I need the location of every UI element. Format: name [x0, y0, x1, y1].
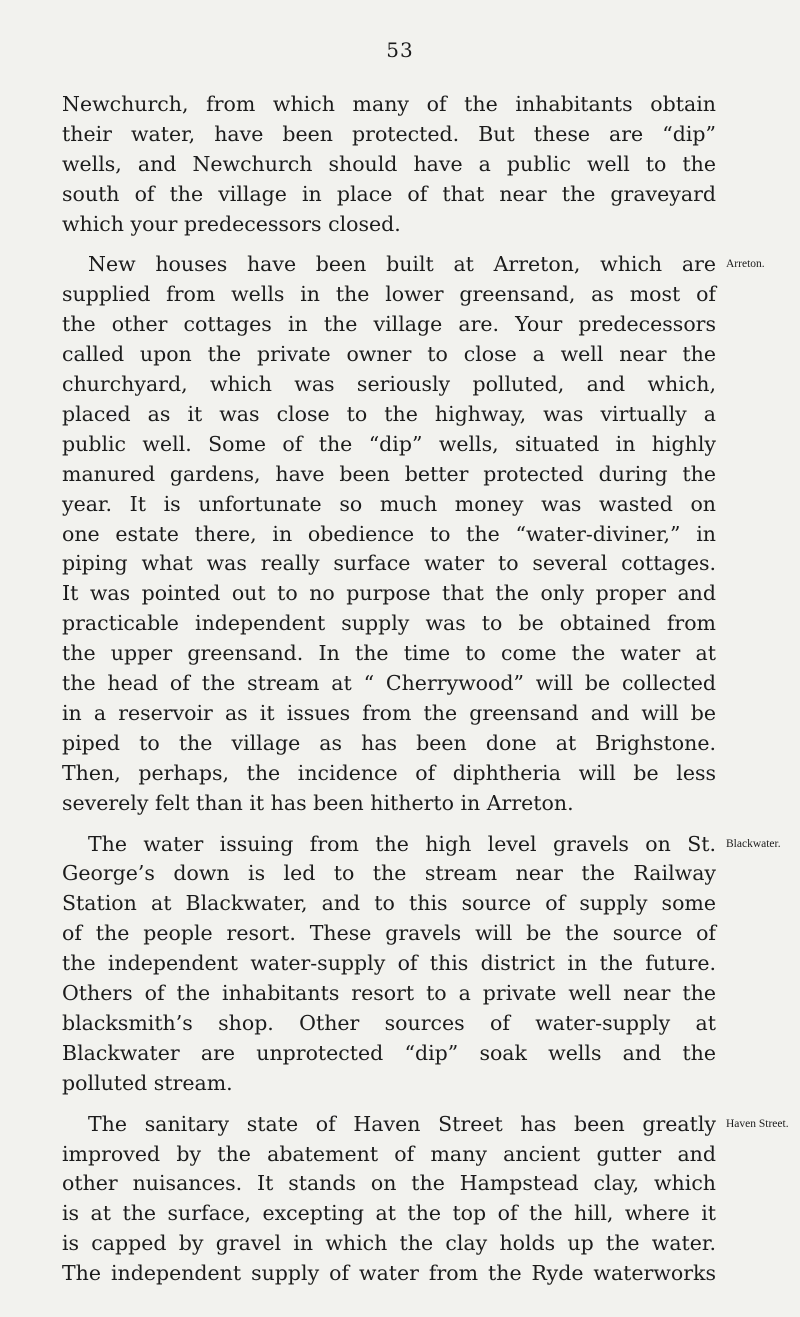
text-line: The sanitary state of Haven Street has been greatly — [88, 1111, 716, 1136]
text-line: wells, and Newchurch should have a public well to the — [62, 151, 716, 176]
text-line: improved by the abatement of many ancient gutter and — [62, 1141, 716, 1166]
text-line: the other cottages in the village are. Your predecessors — [62, 312, 716, 337]
margin-note-haven-street: Haven Street. — [726, 1117, 789, 1130]
text-line: Station at Blackwater, and to this source of supply some — [62, 891, 716, 916]
text-line: It was pointed out to no purpose that the only proper and — [62, 581, 716, 606]
text-line: supplied from wells in the lower greensand, as most of — [62, 282, 716, 307]
text-line: is capped by gravel in which the clay holds up the water. — [62, 1231, 716, 1256]
text-line: manured gardens, have been better protected during the — [62, 461, 716, 486]
text-line: blacksmith’s shop. Other sources of water-supply at — [62, 1010, 716, 1035]
text-line: year. It is unfortunate so much money was wasted on — [62, 491, 716, 516]
text-line: placed as it was close to the highway, was virtually a — [62, 401, 716, 426]
text-line: is at the surface, excepting at the top of the hill, where it — [62, 1201, 716, 1226]
margin-note-arreton: Arreton. — [726, 258, 765, 271]
text-line: which your predecessors closed. — [62, 211, 401, 236]
text-line: piping what was really surface water to several cottages. — [62, 551, 716, 576]
text-line: in a reservoir as it issues from the greensand and will be — [62, 700, 716, 725]
text-line: their water, have been protected. But these are “dip” — [62, 121, 716, 146]
text-line: practicable independent supply was to be obtained from — [62, 611, 716, 636]
margin-note-blackwater: Blackwater. — [726, 837, 781, 850]
text-line: churchyard, which was seriously polluted, and which, — [62, 372, 716, 397]
text-line: Newchurch, from which many of the inhabitants obtain — [62, 92, 716, 116]
page-number: 53 — [386, 38, 414, 62]
text-line: other nuisances. It stands on the Hampstead clay, which — [62, 1171, 716, 1196]
text-line: The independent supply of water from the Ryde waterworks — [62, 1261, 716, 1286]
text-line: public well. Some of the “dip” wells, situated in highly — [62, 431, 716, 456]
text-line: New houses have been built at Arreton, which are — [88, 252, 716, 277]
text-line: of the people resort. These gravels will be the source of — [62, 921, 716, 946]
text-line: called upon the private owner to close a well near the — [62, 342, 716, 367]
text-line: the upper greensand. In the time to come the water at — [62, 641, 716, 666]
text-line: Then, perhaps, the incidence of diphtheria will be less — [62, 760, 716, 785]
text-line: one estate there, in obedience to the “water-diviner,” in — [62, 521, 716, 546]
text-line: severely felt than it has been hitherto in Arreton. — [62, 790, 574, 815]
text-line: Others of the inhabitants resort to a private well near the — [62, 981, 716, 1006]
text-line: Blackwater are unprotected “dip” soak wells and the — [62, 1040, 716, 1065]
text-line: the head of the stream at “ Cherrywood” will be collected — [62, 671, 716, 696]
text-line: polluted stream. — [62, 1070, 233, 1095]
text-line: George’s down is led to the stream near the Railway — [62, 861, 716, 886]
text-line: The water issuing from the high level gravels on St. — [88, 831, 716, 856]
text-line: south of the village in place of that near the graveyard — [62, 181, 716, 206]
text-line: piped to the village as has been done at Brighstone. — [62, 730, 716, 755]
text-line: the independent water-supply of this district in the future. — [62, 951, 716, 976]
